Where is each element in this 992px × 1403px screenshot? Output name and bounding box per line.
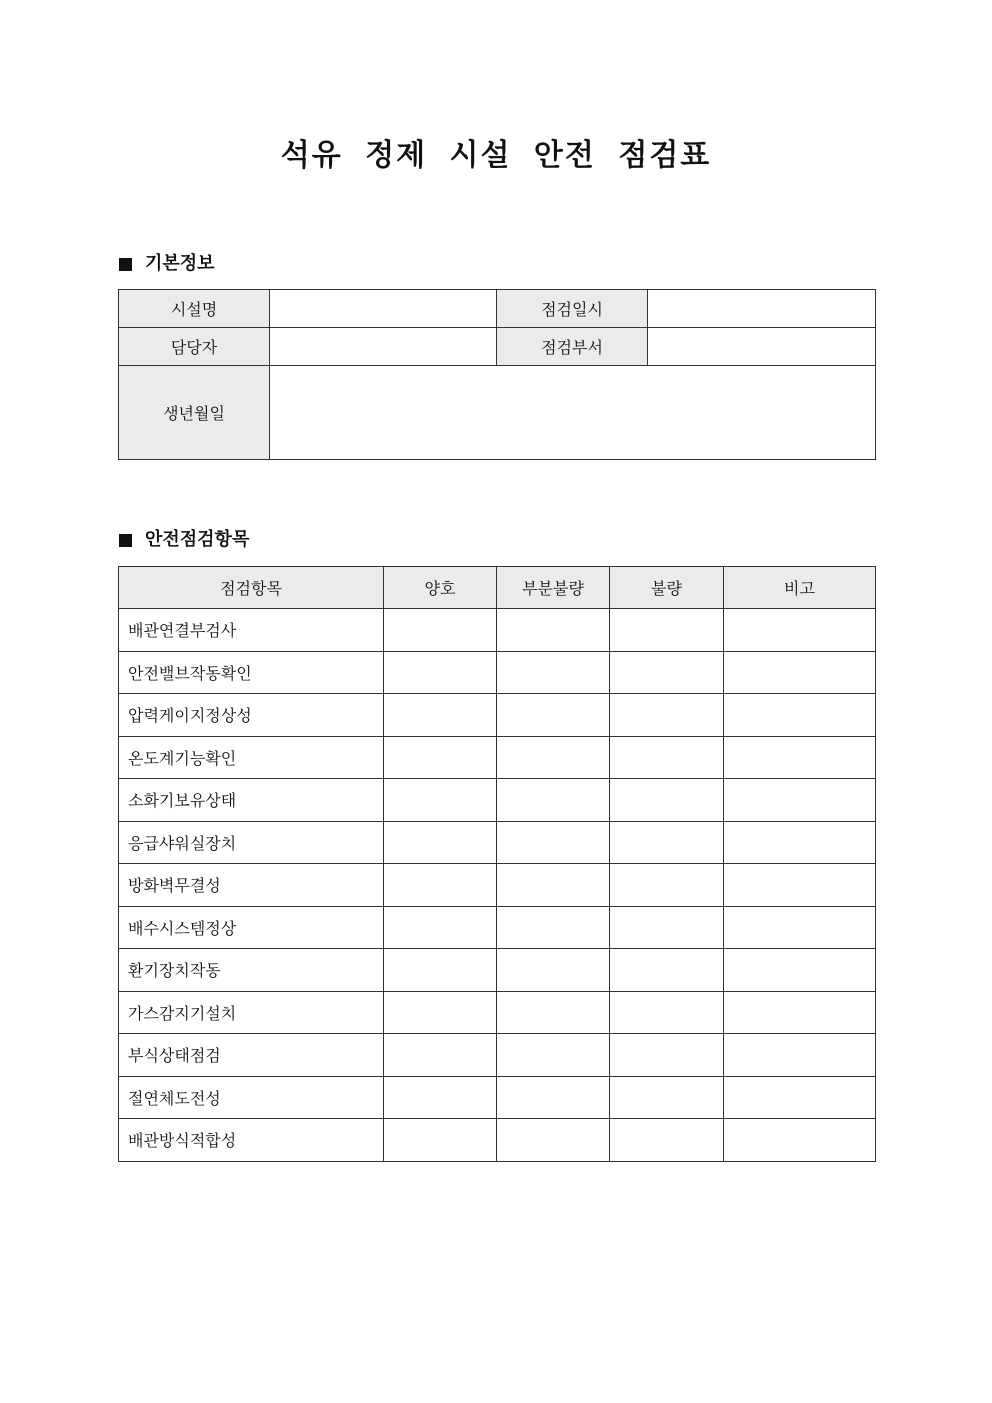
check-item-name: 절연체도전성: [119, 1076, 384, 1119]
remarks-cell[interactable]: [724, 779, 876, 822]
good-cell[interactable]: [384, 949, 497, 992]
defect-cell[interactable]: [610, 609, 724, 652]
document-title: 석유 정제 시설 안전 점검표: [280, 138, 712, 173]
inspection-datetime-field[interactable]: [648, 290, 876, 328]
defect-cell[interactable]: [610, 779, 724, 822]
good-cell[interactable]: [384, 1034, 497, 1077]
table-row: [119, 821, 876, 864]
checklist-header-row: [119, 567, 876, 609]
table-row: [119, 609, 876, 652]
good-cell[interactable]: [384, 1119, 497, 1162]
defect-cell[interactable]: [610, 1034, 724, 1077]
check-item-name: 온도계기능확인: [119, 736, 384, 779]
table-row: [119, 906, 876, 949]
table-row: [119, 1119, 876, 1162]
partial-defect-cell[interactable]: [497, 991, 610, 1034]
checklist-table: [118, 566, 876, 1162]
section-heading-checklist: [119, 528, 249, 552]
check-item-name: 가스감지기설치: [119, 991, 384, 1034]
partial-defect-cell[interactable]: [497, 821, 610, 864]
remarks-cell[interactable]: [724, 1119, 876, 1162]
check-item-name: 압력게이지정상성: [119, 694, 384, 737]
remarks-cell[interactable]: [724, 949, 876, 992]
good-cell[interactable]: [384, 991, 497, 1034]
check-item-name: 부식상태점검: [119, 1034, 384, 1077]
table-row: [119, 991, 876, 1034]
remarks-cell[interactable]: [724, 906, 876, 949]
defect-cell[interactable]: [610, 949, 724, 992]
partial-defect-cell[interactable]: [497, 1119, 610, 1162]
check-item-name: 배수시스템정상: [119, 906, 384, 949]
defect-cell[interactable]: [610, 694, 724, 737]
good-cell[interactable]: [384, 1076, 497, 1119]
check-item-name: 배관연결부검사: [119, 609, 384, 652]
department-label: 점검부서: [497, 328, 648, 366]
check-item-name: 환기장치작동: [119, 949, 384, 992]
partial-defect-cell[interactable]: [497, 609, 610, 652]
table-row: [119, 651, 876, 694]
section-heading-basic-info: [119, 252, 215, 276]
partial-defect-cell[interactable]: [497, 864, 610, 907]
birthdate-label: 생년월일: [119, 366, 270, 460]
table-row: [119, 694, 876, 737]
header-check-item: 점검항목: [119, 567, 384, 609]
department-field[interactable]: [648, 328, 876, 366]
remarks-cell[interactable]: [724, 864, 876, 907]
manager-label: 담당자: [119, 328, 270, 366]
section-heading-basic-info-text: 기본정보: [145, 253, 215, 274]
remarks-cell[interactable]: [724, 736, 876, 779]
good-cell[interactable]: [384, 736, 497, 779]
section-heading-checklist-text: 안전점검항목: [145, 529, 250, 550]
defect-cell[interactable]: [610, 736, 724, 779]
good-cell[interactable]: [384, 609, 497, 652]
remarks-cell[interactable]: [724, 651, 876, 694]
check-item-name: 배관방식적합성: [119, 1119, 384, 1162]
defect-cell[interactable]: [610, 651, 724, 694]
check-item-name: 방화벽무결성: [119, 864, 384, 907]
defect-cell[interactable]: [610, 906, 724, 949]
partial-defect-cell[interactable]: [497, 949, 610, 992]
birthdate-field[interactable]: [270, 366, 876, 460]
manager-field[interactable]: [270, 328, 497, 366]
square-bullet-icon: [119, 534, 132, 547]
defect-cell[interactable]: [610, 821, 724, 864]
remarks-cell[interactable]: [724, 609, 876, 652]
header-defect: 불량: [610, 567, 724, 609]
header-partial-defect: 부분불량: [497, 567, 610, 609]
table-row: [119, 864, 876, 907]
table-row: [119, 1076, 876, 1119]
good-cell[interactable]: [384, 906, 497, 949]
good-cell[interactable]: [384, 651, 497, 694]
basic-info-row: [119, 328, 876, 366]
good-cell[interactable]: [384, 694, 497, 737]
header-remarks: 비고: [724, 567, 876, 609]
basic-info-row: [119, 366, 876, 460]
table-row: [119, 949, 876, 992]
inspection-datetime-label: 점검일시: [497, 290, 648, 328]
partial-defect-cell[interactable]: [497, 694, 610, 737]
remarks-cell[interactable]: [724, 1034, 876, 1077]
partial-defect-cell[interactable]: [497, 906, 610, 949]
check-item-name: 안전밸브작동확인: [119, 651, 384, 694]
good-cell[interactable]: [384, 821, 497, 864]
partial-defect-cell[interactable]: [497, 779, 610, 822]
good-cell[interactable]: [384, 779, 497, 822]
good-cell[interactable]: [384, 864, 497, 907]
table-row: [119, 736, 876, 779]
table-row: [119, 779, 876, 822]
basic-info-row: [119, 290, 876, 328]
partial-defect-cell[interactable]: [497, 736, 610, 779]
header-good: 양호: [384, 567, 497, 609]
defect-cell[interactable]: [610, 1119, 724, 1162]
remarks-cell[interactable]: [724, 821, 876, 864]
defect-cell[interactable]: [610, 991, 724, 1034]
check-item-name: 응급샤워실장치: [119, 821, 384, 864]
facility-field[interactable]: [270, 290, 497, 328]
square-bullet-icon: [119, 258, 132, 271]
defect-cell[interactable]: [610, 1076, 724, 1119]
remarks-cell[interactable]: [724, 1076, 876, 1119]
partial-defect-cell[interactable]: [497, 1034, 610, 1077]
remarks-cell[interactable]: [724, 694, 876, 737]
basic-info-table: [118, 289, 876, 460]
defect-cell[interactable]: [610, 864, 724, 907]
check-item-name: 소화기보유상태: [119, 779, 384, 822]
table-row: [119, 1034, 876, 1077]
partial-defect-cell[interactable]: [497, 1076, 610, 1119]
remarks-cell[interactable]: [724, 991, 876, 1034]
facility-label: 시설명: [119, 290, 270, 328]
partial-defect-cell[interactable]: [497, 651, 610, 694]
